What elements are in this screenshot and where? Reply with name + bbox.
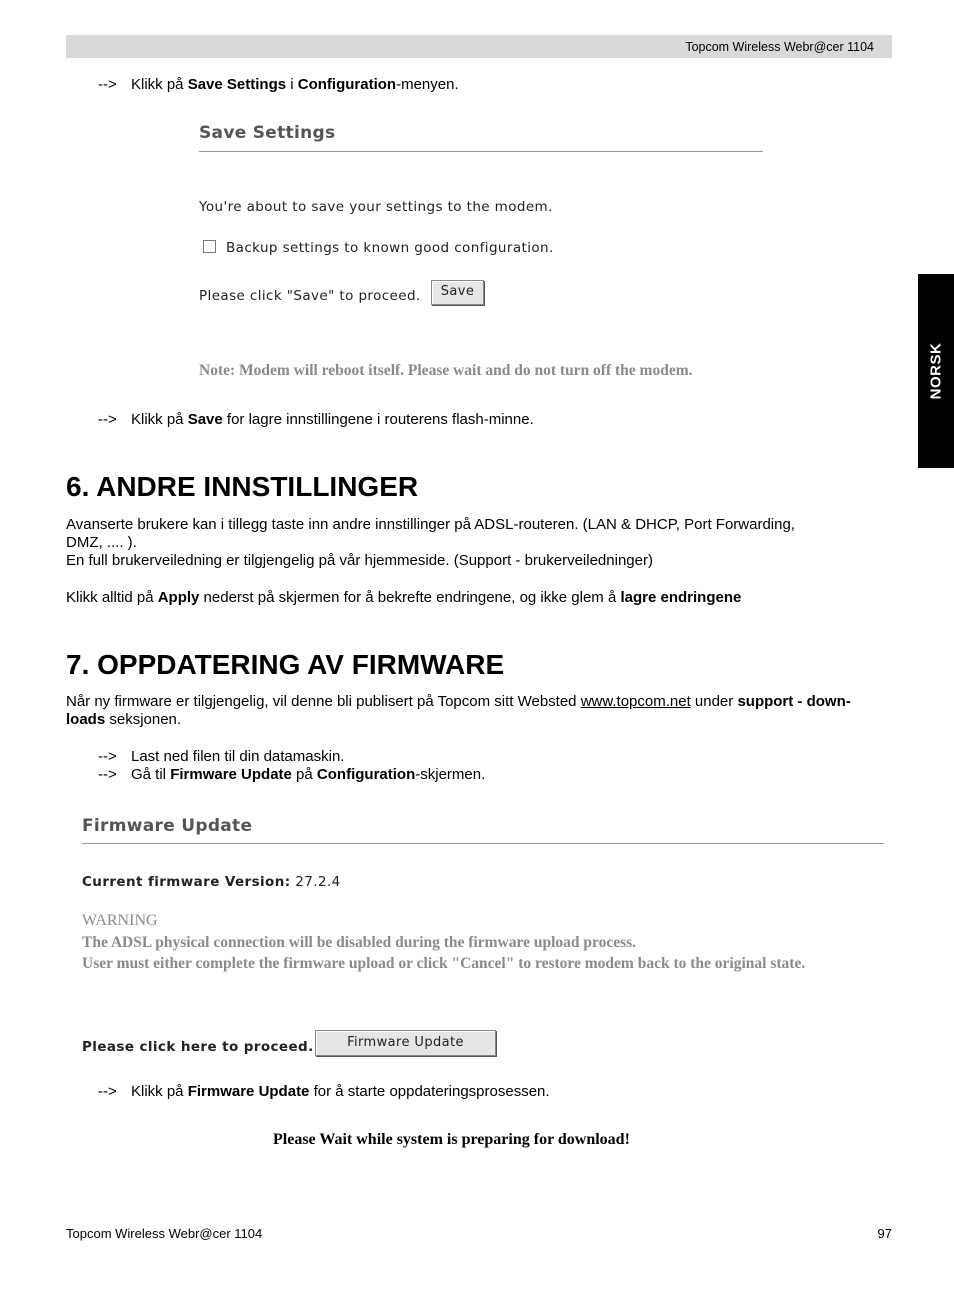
step-text: Klikk på	[131, 76, 188, 93]
proceed-text: Please click here to proceed.	[82, 1039, 314, 1055]
section-6-heading: 6. ANDRE INNSTILLINGER	[66, 471, 419, 502]
paragraph-line: En full brukerveiledning er tilgjengelig på vår hjemmeside. (Support - brukerveiledninger)	[66, 552, 653, 569]
proceed-text: Please click "Save" to proceed.	[199, 288, 421, 304]
step-click-save	[98, 411, 534, 429]
paragraph-text: under	[690, 693, 738, 710]
step-text: for lagre innstillingene i routerens flash-minne.	[222, 411, 534, 428]
page-number: 97	[877, 1226, 892, 1241]
backup-checkbox-label: Backup settings to known good configuration.	[226, 240, 554, 256]
language-side-tab	[918, 274, 954, 468]
warning-line-2: User must either complete the firmware upload or click "Cancel" to restore modem back to the original state.	[82, 955, 806, 972]
paragraph-line: DMZ, .... ).	[66, 534, 137, 551]
step-text: på	[291, 766, 317, 783]
step-bold: Configuration	[297, 76, 397, 93]
step-start-update	[98, 1083, 550, 1101]
step-bold: Configuration	[316, 766, 416, 783]
step-arrow: -->	[98, 1083, 117, 1100]
save-settings-title: Save Settings	[199, 123, 336, 143]
warning-title: WARNING	[82, 912, 158, 929]
footer-title: Topcom Wireless Webr@cer 1104	[66, 1226, 263, 1241]
paragraph-text: Klikk alltid på	[66, 589, 158, 606]
section-7-heading: 7. OPPDATERING AV FIRMWARE	[66, 649, 505, 680]
step-text: -skjermen.	[415, 766, 486, 783]
step-text: Gå til	[131, 766, 171, 783]
paragraph-text: seksjonen.	[105, 711, 182, 728]
step-bold: Save	[187, 411, 223, 428]
paragraph-bold: support - down-	[737, 693, 851, 710]
reboot-note: Note: Modem will reboot itself. Please wait and do not turn off the modem.	[199, 362, 693, 379]
step-bold: Firmware Update	[170, 766, 292, 783]
firmware-update-button[interactable]: Firmware Update	[315, 1030, 496, 1056]
save-message: You're about to save your settings to the modem.	[199, 199, 553, 215]
side-tab-label: NORSK	[927, 342, 945, 400]
page-header	[66, 35, 892, 58]
title-divider	[82, 843, 884, 844]
section-7-paragraph	[66, 693, 896, 729]
wait-message: Please Wait while system is preparing for download!	[273, 1131, 630, 1148]
step-bold: Firmware Update	[187, 1083, 310, 1100]
firmware-update-title: Firmware Update	[82, 816, 253, 836]
paragraph-bold: lagre endringene	[620, 589, 742, 606]
current-version-label: Current firmware Version:	[82, 874, 291, 890]
paragraph-text: nederst på skjermen for å bekrefte endringene, og ikke glem å	[199, 589, 621, 606]
step-text: Last ned filen til din datamaskin.	[131, 748, 345, 765]
paragraph-bold: Apply	[157, 589, 200, 606]
backup-checkbox[interactable]	[203, 240, 216, 253]
topcom-website-link[interactable]: www.topcom.net	[580, 693, 691, 710]
title-divider	[199, 151, 763, 152]
backup-option	[203, 240, 554, 256]
step-text: Klikk på	[131, 411, 188, 428]
step-arrow: -->	[98, 76, 117, 93]
save-button[interactable]: Save	[431, 280, 484, 305]
firmware-update-panel	[82, 815, 886, 1060]
save-settings-panel	[199, 122, 765, 392]
paragraph-line: Avanserte brukere kan i tillegg taste inn andre innstillinger på ADSL-routeren. (LAN & DHCP, Port Forwarding,	[66, 516, 795, 533]
step-text: i	[286, 76, 298, 93]
paragraph-bold: loads	[66, 711, 106, 728]
header-title: Topcom Wireless Webr@cer 1104	[685, 40, 874, 54]
step-bold: Save Settings	[187, 76, 287, 93]
warning-line-1: The ADSL physical connection will be disabled during the firmware upload process.	[82, 934, 637, 951]
current-version-row	[82, 874, 341, 890]
section-6-paragraph-1	[66, 516, 896, 570]
step-text: Klikk på	[131, 1083, 188, 1100]
step-arrow: -->	[98, 766, 117, 783]
step-arrow: -->	[98, 748, 117, 765]
step-go-to-firmware-update	[98, 766, 485, 784]
step-text: for å starte oppdateringsprosessen.	[309, 1083, 550, 1100]
step-save-settings	[98, 76, 459, 94]
current-version-value: 27.2.4	[295, 874, 341, 890]
step-download-file	[98, 748, 344, 766]
step-text: -menyen.	[396, 76, 459, 93]
paragraph-text: Når ny firmware er tilgjengelig, vil denne bli publisert på Topcom sitt Websted	[66, 693, 581, 710]
step-arrow: -->	[98, 411, 117, 428]
section-6-paragraph-2	[66, 589, 741, 607]
